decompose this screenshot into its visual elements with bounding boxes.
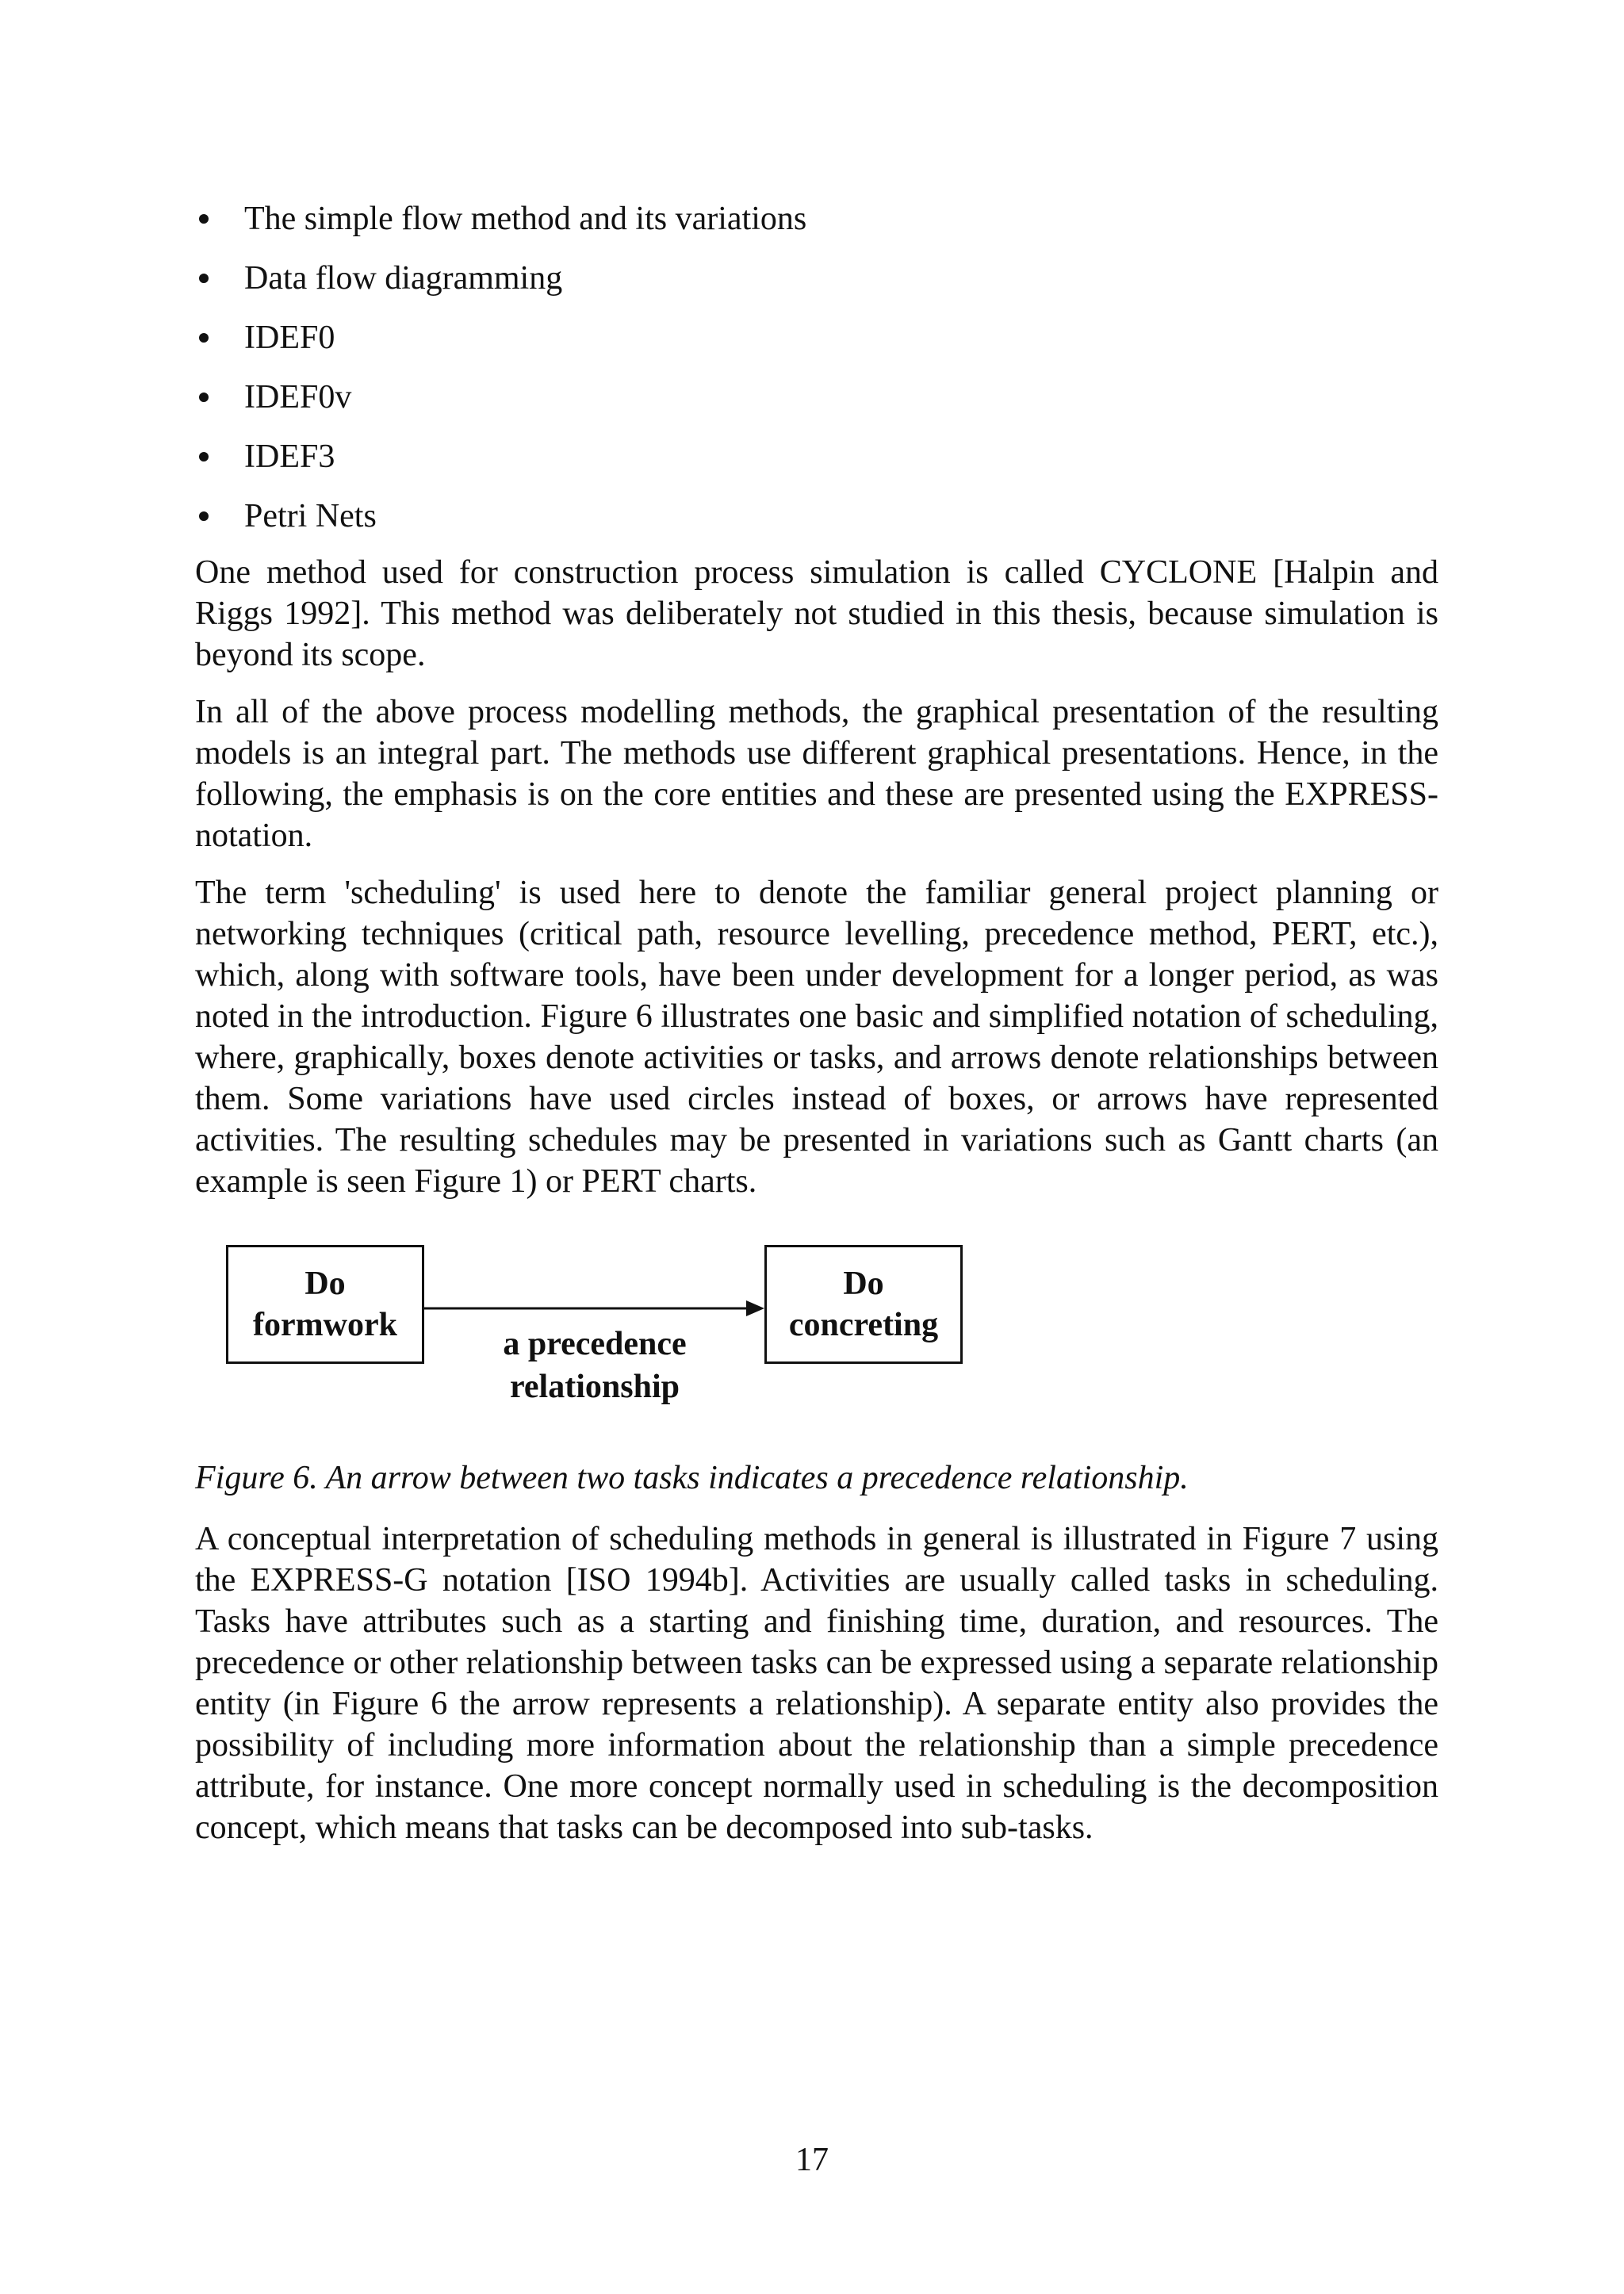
task-box-line: concreting	[788, 1307, 939, 1343]
list-item: Data flow diagramming	[195, 258, 806, 317]
paragraph-cyclone: One method used for construction process simulation is called CYCLONE [Halpin and Riggs 1992]. This method was deliberately not studied in this thesis, because simulation is beyond its scope.	[195, 554, 1438, 673]
list-item: IDEF0v	[195, 377, 806, 436]
bullet-icon	[199, 393, 209, 402]
task-box-line: formwork	[253, 1307, 397, 1343]
paragraph-scheduling: The term 'scheduling' is used here to denote the familiar general project planning or networking techniques (critical path, resource levelling, precedence method, PERT, etc.), which, along with software tools, have been under development for a longer period, as was noted in the introduction. Figure 6 illustrates one basic and simplified notation of scheduling, where, graphically, boxes denote activities or tasks, and arrows denote relationships between them. Some variations have used circles instead of boxes, or arrows have represented activities. The resulting schedules may be presented in variations such as Gantt charts (an example is seen Figure 1) or PERT charts.	[195, 875, 1438, 1200]
task-box-line: Do	[304, 1266, 346, 1302]
precedence-arrow	[424, 1293, 765, 1324]
bullet-icon	[199, 511, 209, 521]
bullet-icon	[199, 274, 209, 283]
task-box-concreting	[764, 1245, 963, 1364]
list-item: The simple flow method and its variations	[195, 198, 806, 258]
relationship-label	[476, 1323, 714, 1408]
bullet-icon	[199, 333, 209, 343]
relationship-label-line: a precedence	[503, 1326, 687, 1362]
list-item: IDEF0	[195, 317, 806, 377]
list-item: IDEF3	[195, 436, 806, 496]
bullet-icon	[199, 452, 209, 461]
paragraph-conceptual-interpretation: A conceptual interpretation of scheduling methods in general is illustrated in Figure 7 using the EXPRESS-G notation [ISO 1994b]. Activities are usually called tasks in scheduling. Tasks have attributes such as a starting and finishing time, duration, and resources. The precedence or other relationship between tasks can be expressed using a separate relationship entity (in Figure 6 the arrow represents a relationship). A separate entity also provides the possibility of including more information about the relationship than a simple precedence attribute, for instance. One more concept normally used in scheduling is the decomposition concept, which means that tasks can be decomposed into sub-tasks.	[195, 1521, 1438, 1846]
task-box-line: Do	[843, 1266, 884, 1302]
task-box-formwork	[226, 1245, 424, 1364]
figure-caption: Figure 6. An arrow between two tasks indicates a precedence relationship.	[195, 1460, 1189, 1496]
bullet-icon	[199, 214, 209, 224]
page-number: 17	[795, 2142, 829, 2178]
relationship-label-line: relationship	[510, 1369, 680, 1405]
list-item: Petri Nets	[195, 496, 806, 555]
paragraph-graphical-presentation: In all of the above process modelling methods, the graphical presentation of the resulting models is an integral part. The methods use different graphical presentations. Hence, in the following, the emphasis is on the core entities and these are presented using the EXPRESS-notation.	[195, 694, 1438, 854]
method-list	[195, 198, 806, 555]
